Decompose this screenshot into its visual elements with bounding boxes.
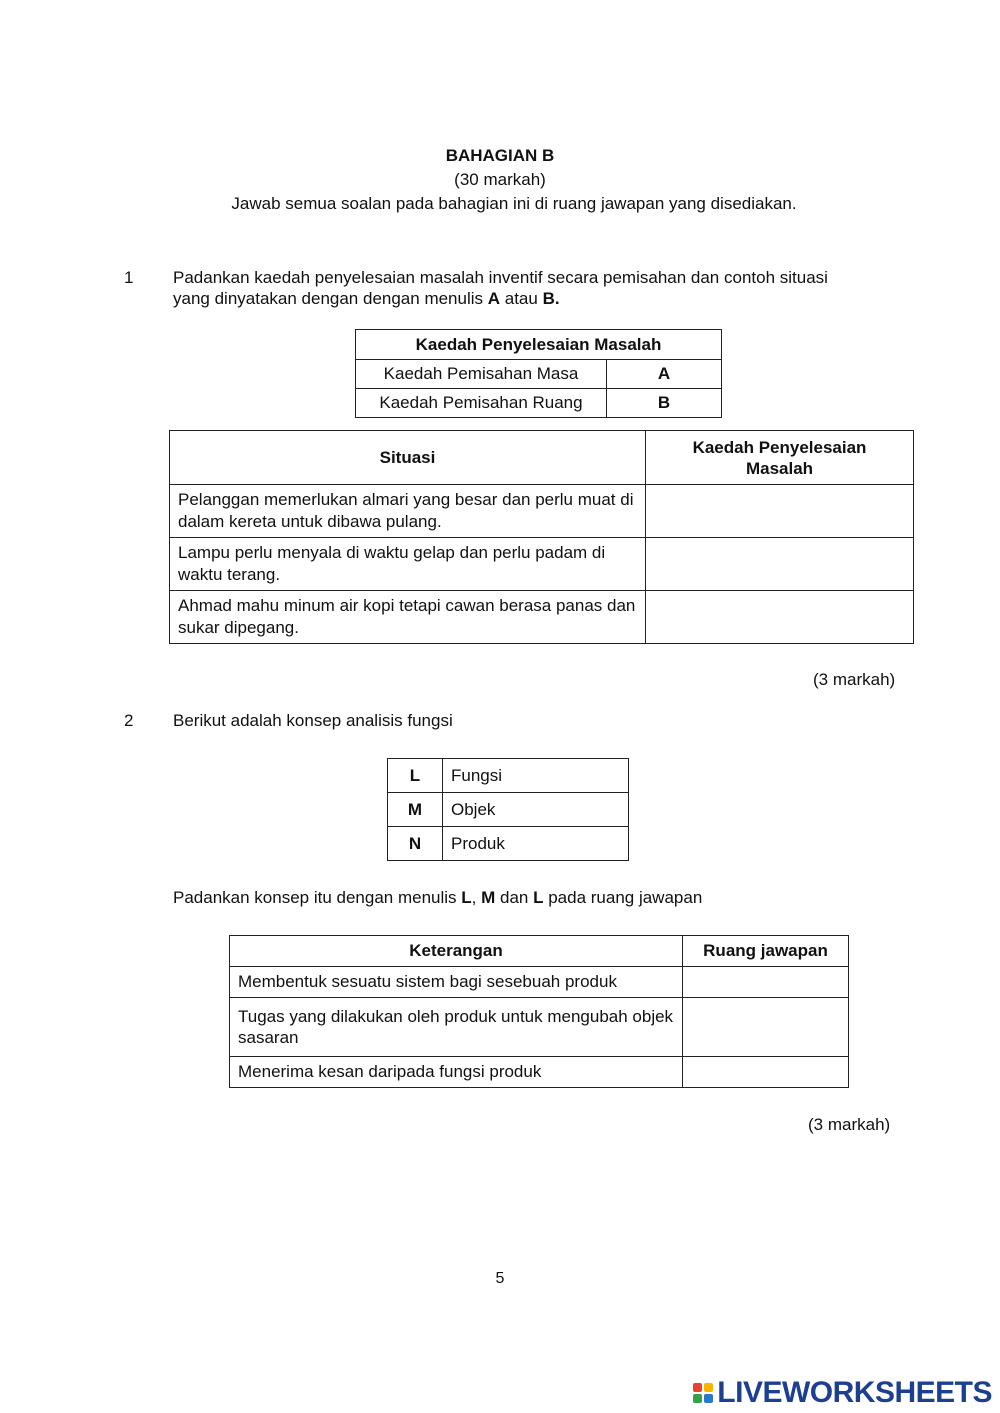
method-key-label: Kaedah Pemisahan Ruang — [356, 389, 607, 418]
question-1-option-a: A — [487, 289, 501, 308]
logo-text: LIVEWORKSHEETS — [717, 1376, 992, 1409]
instruction-separator: , — [471, 888, 482, 907]
table-row — [230, 998, 849, 1057]
answer-input[interactable] — [683, 971, 848, 993]
answer-cell[interactable] — [646, 485, 914, 538]
concept-code: L — [388, 759, 443, 793]
concept-label: Objek — [443, 793, 629, 827]
concept-label: Produk — [443, 827, 629, 861]
concept-code: M — [388, 793, 443, 827]
method-column-header: Kaedah Penyelesaian Masalah — [646, 431, 914, 485]
table-row — [170, 485, 914, 538]
section-title: BAHAGIAN B — [445, 146, 555, 165]
instruction-code-l-2: L — [533, 888, 544, 907]
question-1-text — [173, 267, 933, 309]
question-1-marks: (3 markah) — [813, 670, 896, 689]
method-key-code: B — [607, 389, 722, 418]
question-2-text: Berikut adalah konsep analisis fungsi — [173, 711, 453, 730]
concept-table — [387, 758, 629, 861]
description-column-header: Keterangan — [230, 936, 683, 967]
question-1-line-1: Padankan kaedah penyelesaian masalah inventif secara pemisahan dan contoh situasi — [173, 268, 828, 287]
situation-cell: Pelanggan memerlukan almari yang besar dan perlu muat di dalam kereta untuk dibawa pulang. — [170, 485, 646, 538]
concept-code: N — [388, 827, 443, 861]
instruction-separator: dan — [495, 888, 534, 907]
answer-cell[interactable] — [683, 1057, 849, 1088]
method-key-header: Kaedah Penyelesaian Masalah — [356, 330, 722, 360]
table-row — [170, 591, 914, 644]
question-1-line-2 — [173, 288, 933, 309]
question-1-number: 1 — [124, 268, 134, 287]
method-key-code: A — [607, 360, 722, 389]
table-row — [230, 967, 849, 998]
question-2-marks: (3 markah) — [808, 1115, 891, 1134]
liveworksheets-logo — [693, 1376, 992, 1410]
question-2-instruction — [173, 887, 702, 908]
question-1-option-b: B. — [542, 289, 560, 308]
instruction-text: Padankan konsep itu dengan menulis — [173, 888, 462, 907]
situation-answer-table — [169, 430, 914, 644]
answer-input[interactable] — [646, 500, 913, 522]
instruction-code-m: M — [481, 888, 496, 907]
table-row — [230, 1057, 849, 1088]
situation-column-header: Situasi — [170, 431, 646, 485]
answer-column-header: Ruang jawapan — [683, 936, 849, 967]
description-cell: Membentuk sesuatu sistem bagi sesebuah produk — [230, 967, 683, 998]
instruction-code-l: L — [461, 888, 472, 907]
answer-input[interactable] — [683, 1016, 848, 1038]
question-1-line-2-text: yang dinyatakan dengan dengan menulis — [173, 289, 488, 308]
method-key-label: Kaedah Pemisahan Masa — [356, 360, 607, 389]
instruction-text-end: pada ruang jawapan — [543, 888, 703, 907]
section-marks: (30 markah) — [454, 170, 546, 189]
answer-input[interactable] — [646, 553, 913, 575]
page-number: 5 — [495, 1270, 505, 1287]
logo-icon — [693, 1383, 713, 1403]
description-cell: Tugas yang dilakukan oleh produk untuk mengubah objek sasaran — [230, 998, 683, 1057]
question-2-number: 2 — [124, 711, 134, 730]
description-cell: Menerima kesan daripada fungsi produk — [230, 1057, 683, 1088]
table-row — [170, 538, 914, 591]
situation-cell: Lampu perlu menyala di waktu gelap dan perlu padam di waktu terang. — [170, 538, 646, 591]
answer-cell[interactable] — [683, 998, 849, 1057]
answer-cell[interactable] — [683, 967, 849, 998]
section-instruction: Jawab semua soalan pada bahagian ini di ruang jawapan yang disediakan. — [231, 194, 797, 213]
answer-input[interactable] — [646, 606, 913, 628]
concept-label: Fungsi — [443, 759, 629, 793]
answer-input[interactable] — [683, 1061, 848, 1083]
situation-cell: Ahmad mahu minum air kopi tetapi cawan berasa panas dan sukar dipegang. — [170, 591, 646, 644]
answer-cell[interactable] — [646, 591, 914, 644]
answer-cell[interactable] — [646, 538, 914, 591]
method-key-table — [355, 329, 722, 418]
description-answer-table — [229, 935, 849, 1088]
question-1-connector: atau — [500, 289, 543, 308]
